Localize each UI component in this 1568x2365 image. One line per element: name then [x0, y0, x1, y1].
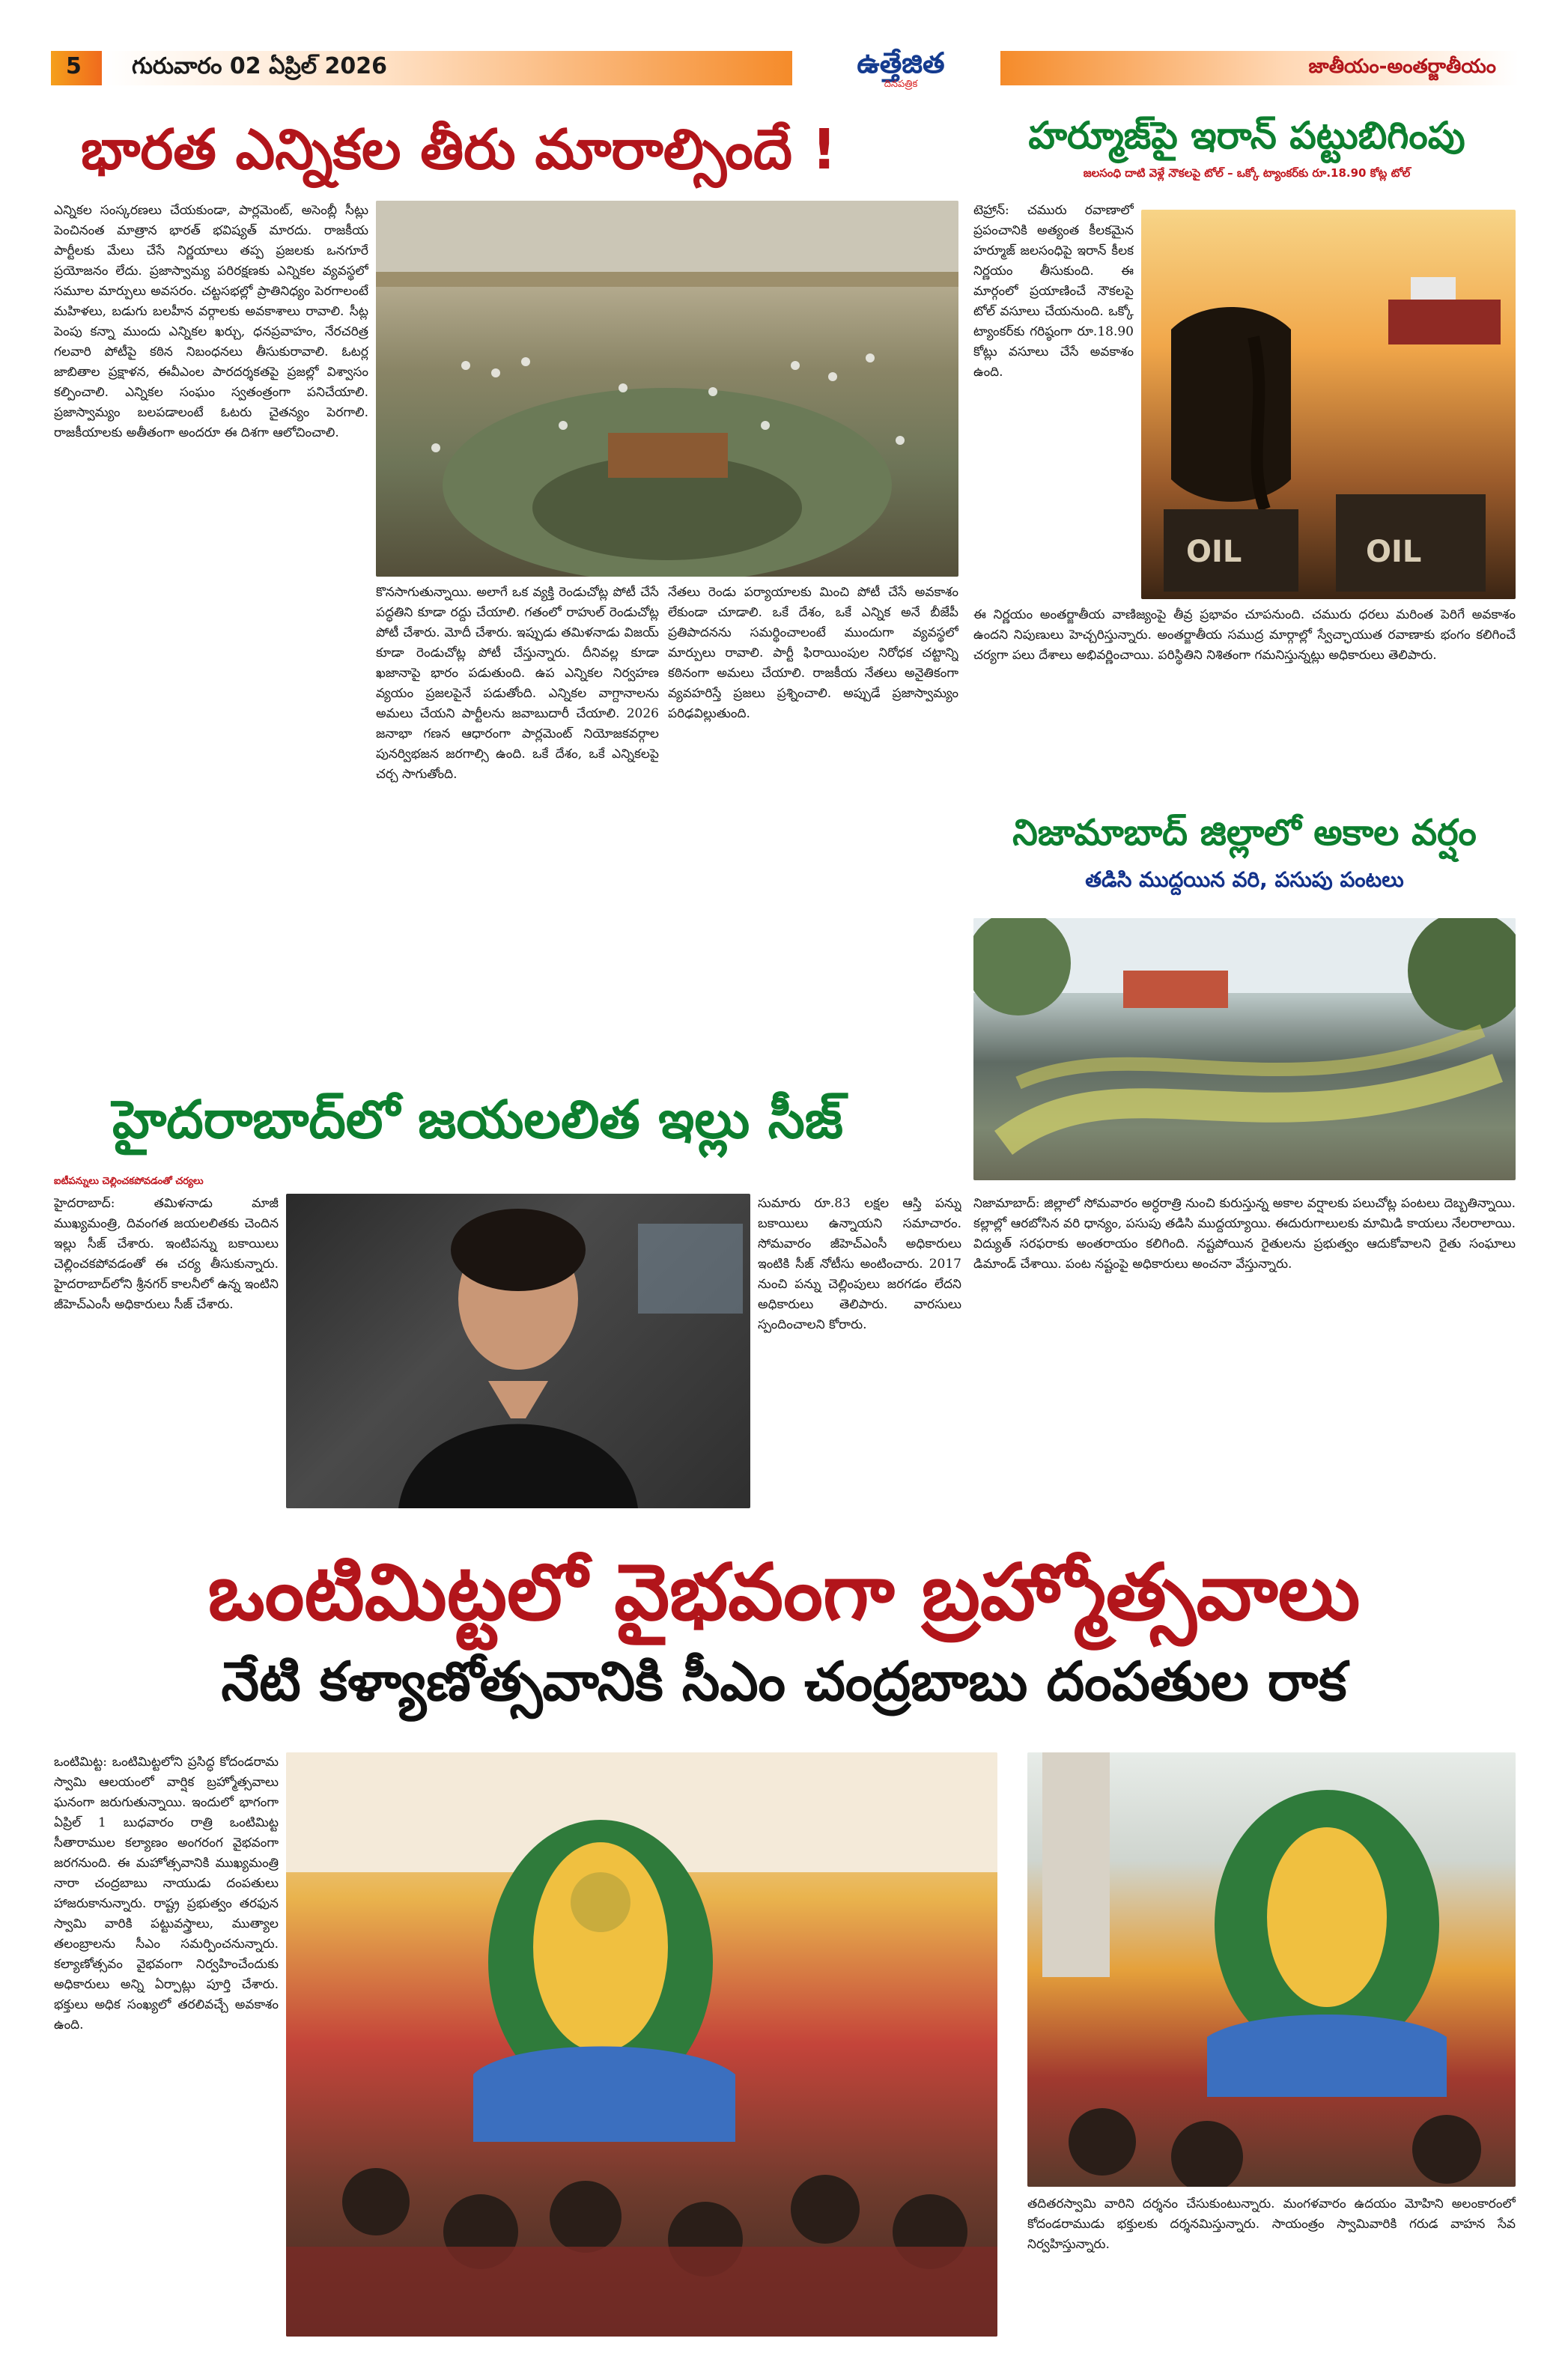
masthead-subtitle: దినపత్రిక: [884, 79, 918, 90]
story2-headline: హర్మూజ్‌పై ఇరాన్ పట్టుబిగింపు: [1028, 114, 1465, 157]
story4-headline: హైదరాబాద్‌లో జయలలిత ఇల్లు సీజ్: [112, 1089, 843, 1150]
story4-column-2: సుమారు రూ.83 లక్షల ఆస్తి పన్ను బకాయిలు ఉన్నాయని సమాచారం. సోమవారం జీహెచ్ఎంసీ అధికారులు ఇంటికి సీజ్ నోటీసు అంటించారు. 2017 నుంచి పన్ను చెల్లింపులు జరగడం లేదని అధికారులు తెలిపారు. వారసులు స్పందించాలని కోరారు.: [758, 1196, 961, 1332]
story3-body: నిజామాబాద్: జిల్లాలో సోమవారం అర్ధరాత్రి నుంచి కురుస్తున్న అకాల వర్షాలకు పలుచోట్ల పంటలు దెబ్బతిన్నాయి. కల్లాల్లో ఆరబోసిన వరి ధాన్యం, పసుపు తడిసి ముద్దయ్యాయి. ఈదురుగాలులకు మామిడి కాయలు నేలరాలాయి. విద్యుత్ సరఫరాకు అంతరాయం కలిగింది. నష్టపోయిన రైతులను ప్రభుత్వం ఆదుకోవాలని రైతు సంఘాలు డిమాండ్ చేశాయి. పంట నష్టంపై అధికారులు అంచనా వేస్తున్నారు.: [973, 1196, 1516, 1272]
jayalalitha-photo-art: [286, 1194, 750, 1508]
story2-column-left: టెహ్రాన్: చమురు రవాణాలో ప్రపంచానికి అత్యంత కీలకమైన హర్మూజ్ జలసంధిపై ఇరాన్ కీలక నిర్ణయం తీసుకుంది. ఈ మార్గంలో ప్రయాణించే నౌకలపై టోల్ వసూలు చేయనుంది. ఒక్కో ట్యాంకర్‌కు గరిష్ఠంగా రూ.18.90 కోట్లు వసూలు చేసే అవకాశం ఉంది.: [973, 203, 1134, 380]
story1-headline: భారత ఎన్నికల తీరు మారాల్సిందే !: [81, 118, 837, 182]
jayalalitha-photo: [286, 1194, 750, 1508]
story3-subhead: తడిసి ముద్దయిన వరి, పసుపు పంటలు: [1085, 867, 1404, 892]
masthead-title: ఉత్తేజిత: [857, 46, 945, 79]
oil-tanker-photo-art: [1141, 210, 1516, 599]
story1-column-2: కొనసాగుతున్నాయి. అలాగే ఒక వ్యక్తి రెండుచోట్ల పోటీ చేసే పద్ధతిని కూడా రద్దు చేయాలి. గతంలో రాహుల్ రెండుచోట్ల పోటీ చేశారు. మోదీ చేశారు. ఇప్పుడు తమిళనాడు విజయ్ కూడా రెండుచోట్ల పోటీ చేస్తున్నారు. దీనివల్ల కూడా ఖజానాపై భారం పడుతుంది. ఉప ఎన్నికల నిర్వహణ వ్యయం ప్రజలపైనే పడుతోంది. ఎన్నికల వాగ్దానాలను అమలు చేయని పార్టీలను జవాబుదారీ చేయాలి. 2026 జనాభా గణన ఆధారంగా పార్లమెంట్ నియోజకవర్గాల పునర్విభజన జరగాల్సి ఉంది. ఒకే దేశం, ఒకే ఎన్నికలపై చర్చ సాగుతోంది.: [376, 585, 659, 782]
svg-text:OIL: OIL: [1366, 535, 1422, 569]
oil-tanker-photo: [1141, 210, 1516, 599]
svg-text:OIL: OIL: [1186, 535, 1242, 569]
parliament-photo-art: [376, 201, 958, 577]
masthead-logo: [815, 46, 987, 90]
page-number: 5: [66, 53, 82, 79]
festival-procession-photo-art: [286, 1752, 997, 2337]
parliament-photo: [376, 201, 958, 577]
story1-column-3: నేతలు రెండు పర్యాయాలకు మించి పోటీ చేసే అవకాశం లేకుండా చూడాలి. ఒకే దేశం, ఒకే ఎన్నిక అనే బీజేపీ ప్రతిపాదనను సమర్థించాలంటే ముందుగా వ్యవస్థలో మార్పులు రావాలి. పార్టీ ఫిరాయింపుల నిరోధక చట్టాన్ని కఠినంగా అమలు చేయాలి. రాజకీయ నేతలు అనైతికంగా వ్యవహరిస్తే ప్రజలు ప్రశ్నించాలి. అప్పుడే ప్రజాస్వామ్యం పరిఢవిల్లుతుంది.: [668, 585, 958, 721]
festival-procession-photo: [286, 1752, 997, 2337]
rain-field-photo: [973, 918, 1516, 1180]
story4-kicker: ఐటీపన్నులు చెల్లించకపోవడంతో చర్యలు: [54, 1176, 204, 1187]
story5-subhead: నేటి కళ్యాణోత్సవానికి సీఎం చంద్రబాబు దంపతుల రాక: [221, 1650, 1347, 1713]
header-bar: [51, 46, 1519, 90]
issue-date: గురువారం 02 ఏప్రిల్ 2026: [132, 53, 387, 79]
story3-headline: నిజామాబాద్ జిల్లాలో అకాల వర్షం: [1012, 812, 1477, 854]
rain-field-photo-art: [973, 918, 1516, 1180]
story1-column-1: ఎన్నికల సంస్కరణలు చేయకుండా, పార్లమెంట్, అసెంబ్లీ సీట్లు పెంచినంత మాత్రాన భారత్ భవిష్యత్ మారదు. రాజకీయ పార్టీలకు మేలు చేసే నిర్ణయాలు తప్ప ప్రజలకు ఒనగూరే ప్రయోజనం లేదు. ప్రజాస్వామ్య పరిరక్షణకు ఎన్నికల వ్యవస్థలో సమూల మార్పులు అవసరం. చట్టసభల్లో ప్రాతినిధ్యం పెరగాలంటే మహిళలు, బడుగు బలహీన వర్గాలకు అవకాశాలు రావాలి. సీట్ల పెంపు కన్నా ముందు ఎన్నికల ఖర్చు, ధనప్రవాహం, నేరచరిత్ర గలవారి పోటీపై కఠిన నిబంధనలు తీసుకురావాలి. ఓటర్ల జాబితాల ప్రక్షాళన, ఈవీఎంల పారదర్శకతపై ప్రజల్లో విశ్వాసం కల్పించాలి. ఎన్నికల సంఘం స్వతంత్రంగా పనిచేయాలి. ప్రజాస్వామ్యం బలపడాలంటే ఓటరు చైతన్యం పెరగాలి. రాజకీయాలకు అతీతంగా అందరూ ఈ దిశగా ఆలోచించాలి.: [54, 203, 368, 440]
story2-body: ఈ నిర్ణయం అంతర్జాతీయ వాణిజ్యంపై తీవ్ర ప్రభావం చూపనుంది. చమురు ధరలు మరింత పెరిగే అవకాశం ఉందని నిపుణులు హెచ్చరిస్తున్నారు. అంతర్జాతీయ సముద్ర మార్గాల్లో స్వేచ్ఛాయుత రవాణాకు భంగం కలిగించే చర్యగా పలు దేశాలు అభివర్ణించాయి. పరిస్థితిని నిశితంగా గమనిస్తున్నట్లు అధికారులు తెలిపారు.: [973, 607, 1516, 663]
deity-decoration-photo: [1027, 1752, 1516, 2187]
section-label: జాతీయం-అంతర్జాతీయం: [1308, 55, 1496, 78]
deity-decoration-photo-art: [1027, 1752, 1516, 2187]
story5-headline: ఒంటిమిట్టలో వైభవంగా బ్రహ్మోత్సవాలు: [207, 1546, 1361, 1638]
story5-photo-caption: తదితరస్వామి వారిని దర్శనం చేసుకుంటున్నారు. మంగళవారం ఉదయం మోహిని అలంకారంలో కోదండరాముడు భక్తులకు దర్శనమిస్తున్నారు. సాయంత్రం స్వామివారికి గరుడ వాహన సేవ నిర్వహిస్తున్నారు.: [1027, 2196, 1516, 2252]
story5-column-1: ఒంటిమిట్ట: ఒంటిమిట్టలోని ప్రసిద్ధ కోదండరామ స్వామి ఆలయంలో వార్షిక బ్రహ్మోత్సవాలు ఘనంగా జరుగుతున్నాయి. ఇందులో భాగంగా ఏప్రిల్ 1 బుధవారం రాత్రి ఒంటిమిట్ట సీతారాముల కల్యాణం అంగరంగ వైభవంగా జరగనుంది. ఈ మహోత్సవానికి ముఖ్యమంత్రి నారా చంద్రబాబు నాయుడు దంపతులు హాజరుకానున్నారు. రాష్ట్ర ప్రభుత్వం తరఫున స్వామి వారికి పట్టువస్త్రాలు, ముత్యాల తలంబ్రాలను సీఎం సమర్పించనున్నారు. కల్యాణోత్సవం వైభవంగా నిర్వహించేందుకు అధికారులు అన్ని ఏర్పాట్లు పూర్తి చేశారు. భక్తులు అధిక సంఖ్యలో తరలివచ్చే అవకాశం ఉంది.: [54, 1755, 279, 2032]
story2-subhead: జలసంధి దాటి వెళ్లే నౌకలపై టోల్ – ఒక్కో ట్యాంకర్‌కు రూ.18.90 కోట్ల టోల్: [1083, 166, 1411, 180]
story4-column-1: హైదరాబాద్: తమిళనాడు మాజీ ముఖ్యమంత్రి, దివంగత జయలలితకు చెందిన ఇల్లు సీజ్ చేశారు. ఇంటిపన్ను బకాయిలు చెల్లించకపోవడంతో ఈ చర్య తీసుకున్నారు. హైదరాబాద్‌లోని శ్రీనగర్ కాలనీలో ఉన్న ఇంటిని జీహెచ్ఎంసీ అధికారులు సీజ్ చేశారు.: [54, 1196, 279, 1312]
